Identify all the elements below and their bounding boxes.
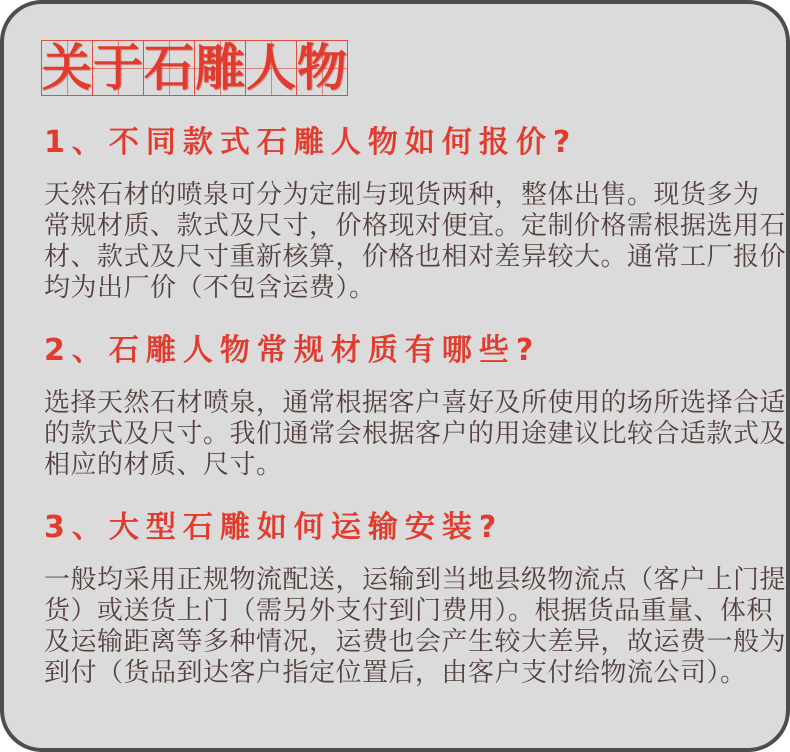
title-grid-cell bbox=[143, 40, 195, 96]
answer-text bbox=[44, 388, 787, 481]
faq-section-pricing bbox=[44, 123, 787, 304]
title-grid-cell bbox=[92, 40, 144, 96]
question-heading: 1、不同款式石雕人物如何报价? bbox=[44, 125, 578, 160]
faq-section-materials bbox=[44, 331, 787, 481]
answer-line: 一般均采用正规物流配送，运输到当地县级物流点（客户上门提 bbox=[44, 565, 787, 595]
answer-line: 货）或送货上门（需另外支付到门费用）。根据货品重量、体积 bbox=[44, 596, 774, 626]
answer-line: 均为出厂价（不包含运费）。 bbox=[44, 273, 376, 303]
title-grid-cell bbox=[245, 40, 297, 96]
answer-line: 材、款式及尺寸重新核算，价格也相对差异较大。通常工厂报价 bbox=[44, 242, 787, 272]
question-heading: 2、石雕人物常规材质有哪些? bbox=[44, 333, 541, 368]
title-character: 关 bbox=[42, 38, 92, 97]
answer-line: 相应的材质、尺寸。 bbox=[44, 450, 283, 480]
page-title bbox=[42, 40, 746, 96]
answer-line: 到付（货品到达客户指定位置后，由客户支付给物流公司）。 bbox=[44, 658, 747, 688]
answer-line: 天然石材的喷泉可分为定制与现货两种，整体出售。现货多为 bbox=[44, 180, 760, 210]
title-grid-cell bbox=[194, 40, 246, 96]
faq-section-shipping bbox=[44, 508, 787, 689]
answer-line: 的款式及尺寸。我们通常会根据客户的用途建议比较合适款式及 bbox=[44, 419, 787, 449]
title-character: 雕 bbox=[195, 38, 245, 97]
answer-line: 常规材质、款式及尺寸，价格现对便宜。定制价格需根据选用石 bbox=[44, 211, 787, 241]
title-character: 石 bbox=[144, 38, 194, 97]
title-character: 于 bbox=[93, 38, 143, 97]
title-character: 物 bbox=[297, 38, 347, 97]
title-character: 人 bbox=[246, 38, 296, 97]
answer-line: 及运输距离等多种情况，运费也会产生较大差异，故运费一般为 bbox=[44, 627, 787, 657]
answer-line: 选择天然石材喷泉，通常根据客户喜好及所使用的场所选择合适 bbox=[44, 388, 787, 418]
answer-text bbox=[44, 180, 787, 304]
title-grid-cell bbox=[41, 40, 93, 96]
question-heading: 3、大型石雕如何运输安装? bbox=[44, 510, 504, 545]
answer-text bbox=[44, 565, 787, 689]
title-grid-cell bbox=[296, 40, 348, 96]
